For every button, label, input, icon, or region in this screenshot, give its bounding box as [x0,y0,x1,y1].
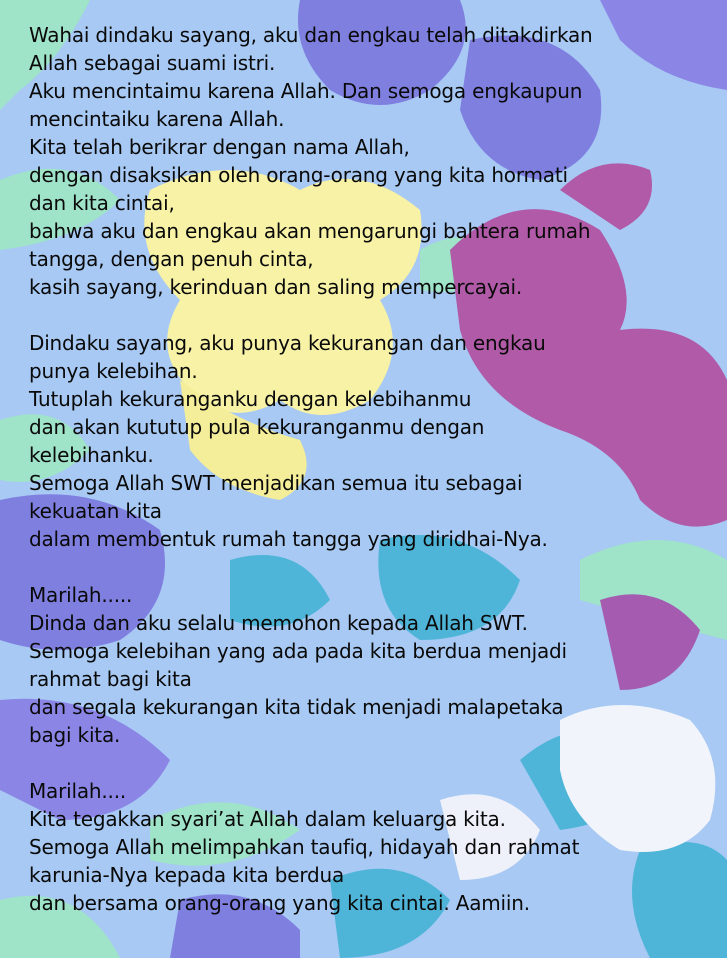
poem-line: Kita telah berikrar dengan nama Allah, [29,135,410,159]
poem-line: Semoga Allah melimpahkan taufiq, hidayah dan rahmat [29,835,580,859]
poem-line: Kita tegakkan syari’at Allah dalam keluarga kita. [29,807,506,831]
poem-line: dan akan kututup pula kekuranganmu dengan [29,415,485,439]
poem-line: kekuatan kita [29,499,162,523]
poem-line: mencintaiku karena Allah. [29,107,285,131]
poem-line: bahwa aku dan engkau akan mengarungi bahtera rumah [29,219,591,243]
poem-line: dan bersama orang-orang yang kita cintai. Aamiin. [29,891,530,915]
poem-line: Aku mencintaimu karena Allah. Dan semoga engkaupun [29,79,583,103]
poem-line: kasih sayang, kerinduan dan saling mempercayai. [29,275,523,299]
poem-line: Semoga Allah SWT menjadikan semua itu sebagai [29,471,523,495]
poem-line: Marilah.... [29,779,127,803]
poem-line [29,553,709,581]
poem-line [29,301,709,329]
poem-line: Semoga kelebihan yang ada pada kita berdua menjadi [29,639,567,663]
poem-line: Wahai dindaku sayang, aku dan engkau telah ditakdirkan [29,23,593,47]
poem-line [29,749,709,777]
poem-line: Tutuplah kekuranganku dengan kelebihanmu [29,387,472,411]
poem-line: Dinda dan aku selalu memohon kepada Allah SWT. [29,611,528,635]
poem-line: dalam membentuk rumah tangga yang diridhai-Nya. [29,527,548,551]
poem-line: dan segala kekurangan kita tidak menjadi malapetaka [29,695,564,719]
poem-line: Dindaku sayang, aku punya kekurangan dan engkau [29,331,546,355]
poem-line: kelebihanku. [29,443,154,467]
poem-line: punya kelebihan. [29,359,198,383]
poem-line: Allah sebagai suami istri. [29,51,276,75]
poem-line: dengan disaksikan oleh orang-orang yang kita hormati [29,163,568,187]
poem-line: rahmat bagi kita [29,667,192,691]
poem-line: tangga, dengan penuh cinta, [29,247,314,271]
poem-line: bagi kita. [29,723,121,747]
poem-line: karunia-Nya kepada kita berdua [29,863,345,887]
poem-line: Marilah..... [29,583,133,607]
poem-text [29,21,709,917]
poem-line: dan kita cintai, [29,191,175,215]
